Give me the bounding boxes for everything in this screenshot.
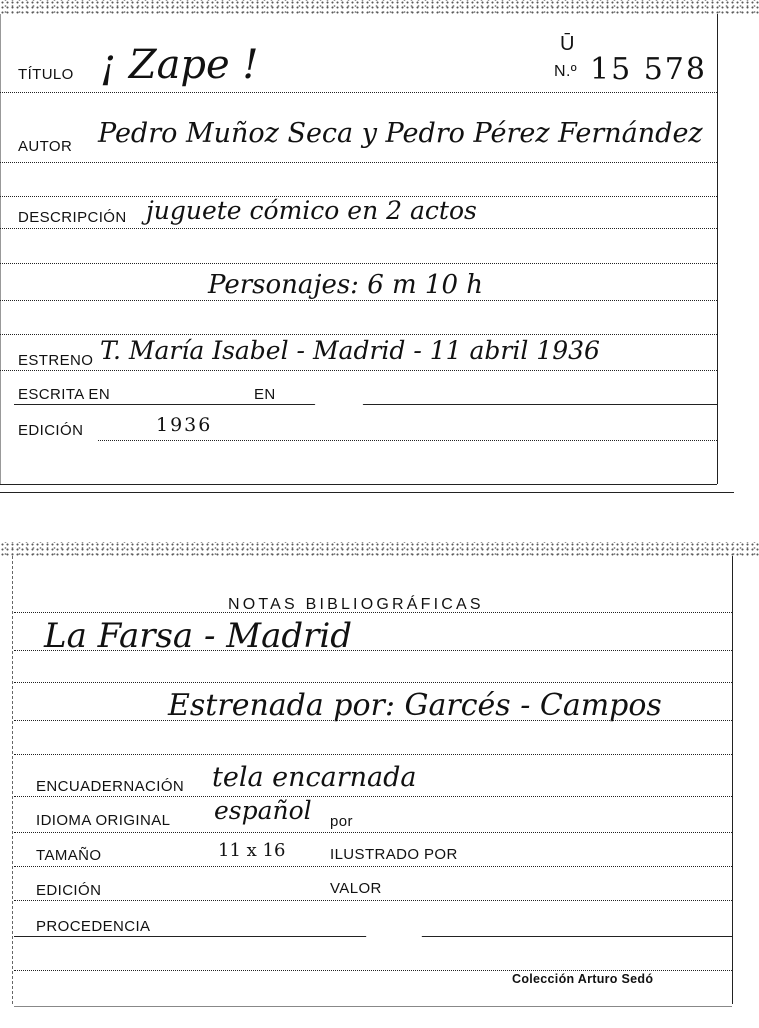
rule-line bbox=[14, 900, 732, 901]
edicion-label: EDICIÓN bbox=[18, 422, 84, 439]
rule-line bbox=[14, 832, 732, 833]
edicion-label: EDICIÓN bbox=[36, 882, 102, 899]
card-left-border bbox=[12, 556, 13, 1004]
autor-value: Pedro Muñoz Seca y Pedro Pérez Fernández bbox=[98, 118, 703, 149]
card-left-border bbox=[0, 14, 1, 484]
titulo-label: TÍTULO bbox=[18, 66, 74, 83]
rule-line bbox=[0, 92, 717, 93]
number-mark: Ū bbox=[560, 33, 575, 55]
descripcion-label: DESCRIPCIÓN bbox=[18, 209, 127, 226]
idioma-original-label: IDIOMA ORIGINAL bbox=[36, 812, 171, 829]
rule-line bbox=[14, 796, 732, 797]
rule-line bbox=[0, 300, 717, 301]
note-line-1: La Farsa - Madrid bbox=[44, 616, 353, 656]
rule-line bbox=[14, 682, 732, 683]
rule-line bbox=[14, 650, 732, 651]
rule-line bbox=[0, 228, 717, 229]
estreno-label: ESTRENO bbox=[18, 352, 94, 369]
card-right-border bbox=[732, 556, 733, 1004]
card-bottom-edge bbox=[14, 1006, 732, 1007]
catalog-card-main bbox=[0, 0, 759, 495]
rule-line bbox=[0, 334, 717, 335]
encuadernacion-label: ENCUADERNACIÓN bbox=[36, 778, 185, 795]
card-top-edge-texture bbox=[0, 0, 759, 14]
procedencia-label: PROCEDENCIA bbox=[36, 918, 151, 935]
number-value: 15 578 bbox=[590, 52, 707, 87]
rule-line bbox=[14, 754, 732, 755]
titulo-value: ¡ Zape ! bbox=[100, 42, 259, 88]
rule-line bbox=[0, 162, 717, 163]
punch-hole bbox=[364, 922, 424, 968]
ilustrado-por-label: ILUSTRADO POR bbox=[330, 846, 458, 863]
descripcion-value: juguete cómico en 2 actos bbox=[146, 196, 477, 225]
rule-line bbox=[14, 404, 717, 405]
tamano-label: TAMAÑO bbox=[36, 847, 102, 864]
rule-line bbox=[14, 866, 732, 867]
collection-credit: Colección Arturo Sedó bbox=[512, 972, 654, 986]
number-label: N.º bbox=[554, 63, 578, 80]
idioma-value: español bbox=[214, 796, 312, 825]
rule-line bbox=[14, 612, 732, 613]
escrita-en-label: ESCRITA EN bbox=[18, 386, 111, 403]
rule-line bbox=[0, 370, 717, 371]
valor-label: VALOR bbox=[330, 880, 382, 897]
tamano-value: 11 x 16 bbox=[218, 840, 286, 861]
personajes-value: Personajes: 6 m 10 h bbox=[208, 270, 484, 300]
notes-heading: NOTAS BIBLIOGRÁFICAS bbox=[228, 596, 484, 613]
rule-line bbox=[14, 720, 732, 721]
rule-line bbox=[0, 263, 717, 264]
card-top-edge-texture bbox=[0, 542, 759, 556]
estreno-value: T. María Isabel - Madrid - 11 abril 1936 bbox=[100, 336, 600, 365]
card-right-border bbox=[717, 14, 718, 484]
autor-label: AUTOR bbox=[18, 138, 73, 155]
rule-line bbox=[98, 440, 717, 441]
en-label: EN bbox=[254, 386, 276, 403]
punch-hole bbox=[312, 392, 366, 438]
card-bottom-edge bbox=[0, 492, 734, 493]
rule-line bbox=[14, 970, 732, 971]
edicion-value: 1936 bbox=[156, 414, 213, 436]
catalog-card-notes bbox=[0, 540, 759, 1028]
rule-line bbox=[0, 484, 717, 485]
note-line-2: Estrenada por: Garcés - Campos bbox=[168, 688, 662, 723]
por-label: por bbox=[330, 813, 353, 830]
encuadernacion-value: tela encarnada bbox=[212, 762, 417, 793]
